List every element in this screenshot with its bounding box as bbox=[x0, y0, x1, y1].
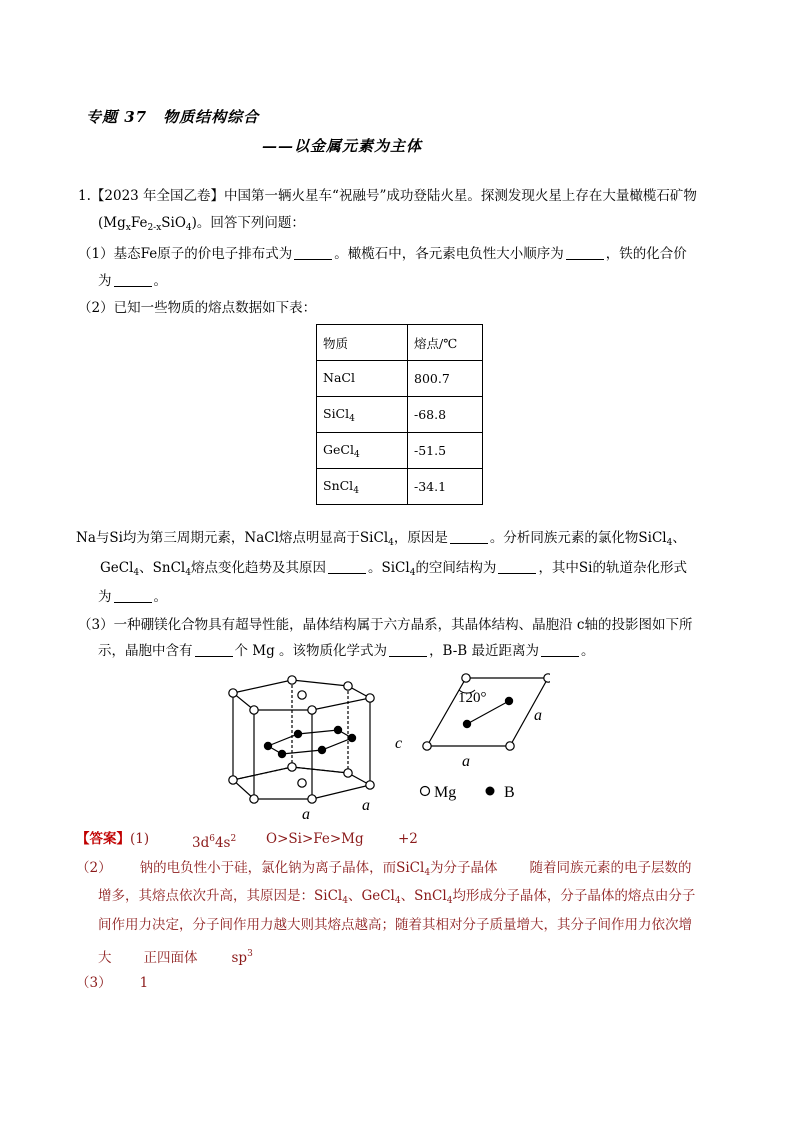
mg-atom bbox=[229, 689, 237, 697]
mg-atom bbox=[344, 769, 352, 777]
answer-blank[interactable] bbox=[498, 560, 536, 574]
question-intro-text: 中国第一辆火星车“祝融号”成功登陆火星。探测发现火星上存在大量橄榄石矿物 bbox=[224, 188, 697, 204]
answer-valence: +2 bbox=[398, 831, 418, 847]
topic-title: 专题 37 物质结构综合 bbox=[86, 108, 260, 126]
answer-config: $3d^64s^2$ bbox=[192, 834, 237, 851]
answer-blank[interactable] bbox=[566, 246, 604, 260]
answer-blank[interactable] bbox=[195, 643, 233, 657]
legend-b-label: B bbox=[504, 784, 515, 801]
b-atom bbox=[463, 720, 471, 728]
table-cell-value: -68.8 bbox=[408, 397, 483, 433]
mg-atom bbox=[308, 706, 316, 714]
angle-label: 120° bbox=[458, 690, 487, 706]
mg-atom bbox=[366, 781, 374, 789]
mg-atom bbox=[288, 763, 296, 771]
label-a: a bbox=[534, 707, 542, 724]
label-a: a bbox=[302, 806, 310, 823]
legend-mg-label: Mg bbox=[434, 784, 457, 801]
question-intro bbox=[78, 186, 697, 206]
table-cell-value: -34.1 bbox=[408, 469, 483, 505]
table-row: GeCl$_4$ -51.5 bbox=[317, 433, 483, 469]
mg-atom bbox=[462, 674, 470, 682]
mg-atom bbox=[298, 779, 306, 787]
b-atom bbox=[294, 730, 302, 738]
table-cell-value: 800.7 bbox=[408, 361, 483, 397]
b-atom bbox=[505, 697, 513, 705]
mg-atom bbox=[344, 682, 352, 690]
label-c: c bbox=[395, 735, 403, 752]
table-row bbox=[317, 361, 483, 397]
table-header-substance: 物质 bbox=[317, 325, 408, 361]
mg-atom bbox=[308, 795, 316, 803]
melting-point-table bbox=[316, 324, 483, 505]
mg-atom bbox=[506, 742, 514, 750]
part3-line2: 示，晶胞中含有 个 Mg 。该物质化学式为 ，B-B 最近距离为 。 bbox=[98, 643, 595, 659]
table-cell-substance: NaCl bbox=[323, 369, 355, 385]
mg-atom bbox=[298, 691, 306, 699]
answer-blank[interactable] bbox=[114, 273, 152, 287]
mg-atom bbox=[250, 795, 258, 803]
b-atom bbox=[348, 734, 356, 742]
table-cell-substance: SnCl bbox=[323, 477, 354, 493]
part2-intro: （2）已知一些物质的熔点数据如下表： bbox=[78, 300, 317, 316]
mg-atom bbox=[288, 676, 296, 684]
b-atom bbox=[334, 726, 342, 734]
table-header-row bbox=[317, 325, 483, 361]
part1-line2: 为 。 bbox=[98, 273, 167, 289]
projection-rhombus bbox=[427, 678, 548, 746]
answer-blank[interactable] bbox=[294, 246, 332, 260]
part2-line1: Na与Si均为第三周期元素，NaCl熔点明显高于SiCl$_4$，原因是 。分析同族元素的氯化物SiCl$_4$、 bbox=[76, 530, 686, 548]
question-source: 【2023 年全国乙卷】 bbox=[90, 188, 225, 204]
mg-atom bbox=[366, 694, 374, 702]
table-cell-substance: GeCl bbox=[323, 441, 354, 457]
table-row: SiCl$_4$ -68.8 bbox=[317, 397, 483, 433]
answer-line1: 【答案】(1) bbox=[76, 831, 150, 847]
answer-label: 【答案】 bbox=[76, 831, 130, 847]
table-row: SnCl$_4$ -34.1 bbox=[317, 469, 483, 505]
mg-atom bbox=[250, 706, 258, 714]
b-atom bbox=[264, 742, 272, 750]
answer-part3: （3） 1 bbox=[76, 975, 149, 991]
answer-blank[interactable] bbox=[450, 530, 488, 544]
answer-part2-line3: 间作用力决定，分子间作用力越大则其熔点越高；随着其相对分子质量增大，其分子间作用力依次增 bbox=[98, 917, 692, 933]
crystal-structure-figure bbox=[220, 668, 550, 828]
answer-order: O>Si>Fe>Mg bbox=[266, 831, 364, 847]
part2-line2: GeCl$_4$、SnCl$_4$熔点变化趋势及其原因 。SiCl$_4$的空间结构为 ，其中Si的轨道杂化形式 bbox=[100, 560, 688, 578]
question-number: 1. bbox=[78, 188, 91, 204]
answer-part2-line2: 增多，其熔点依次升高，其原因是：SiCl$_4$、GeCl$_4$、SnCl$_4$均形成分子晶体，分子晶体的熔点由分子 bbox=[98, 888, 696, 906]
part3-line1: （3）一种硼镁化合物具有超导性能，晶体结构属于六方晶系，其晶体结构、晶胞沿 c轴的投影图如下所 bbox=[78, 617, 693, 633]
answer-blank[interactable] bbox=[328, 560, 366, 574]
answer-blank[interactable] bbox=[541, 643, 579, 657]
b-atom bbox=[318, 746, 326, 754]
answer-part2-line4: 大 正四面体 $sp^3$ bbox=[98, 949, 253, 966]
mg-atom bbox=[229, 776, 237, 784]
mg-atom bbox=[544, 674, 550, 682]
part1-line1: （1）基态Fe原子的价电子排布式为 。橄榄石中，各元素电负性大小顺序为 ，铁的化合价 bbox=[78, 246, 687, 262]
legend-mg-icon bbox=[421, 787, 430, 796]
topic-subtitle: ——以金属元素为主体 bbox=[262, 137, 423, 155]
answer-blank[interactable] bbox=[389, 643, 427, 657]
answer-blank[interactable] bbox=[114, 589, 152, 603]
label-a: a bbox=[462, 753, 470, 770]
question-formula: $(Mg_xFe_{2-x}SiO_4)$。回答下列问题： bbox=[98, 215, 305, 233]
legend-b-icon bbox=[486, 787, 495, 796]
table-cell-substance: SiCl bbox=[323, 405, 350, 421]
table-cell-value: -51.5 bbox=[408, 433, 483, 469]
label-a: a bbox=[362, 797, 370, 814]
part2-line3: 为 。 bbox=[98, 589, 167, 605]
mg-atom bbox=[423, 742, 431, 750]
answer-part2-line1: （2） 钠的电负性小于硅，氯化钠为离子晶体，而SiCl$_4$为分子晶体 随着同族元素的电子层数的 bbox=[76, 860, 692, 878]
table-header-melting-point: 熔点/℃ bbox=[408, 325, 483, 361]
b-atom bbox=[278, 750, 286, 758]
